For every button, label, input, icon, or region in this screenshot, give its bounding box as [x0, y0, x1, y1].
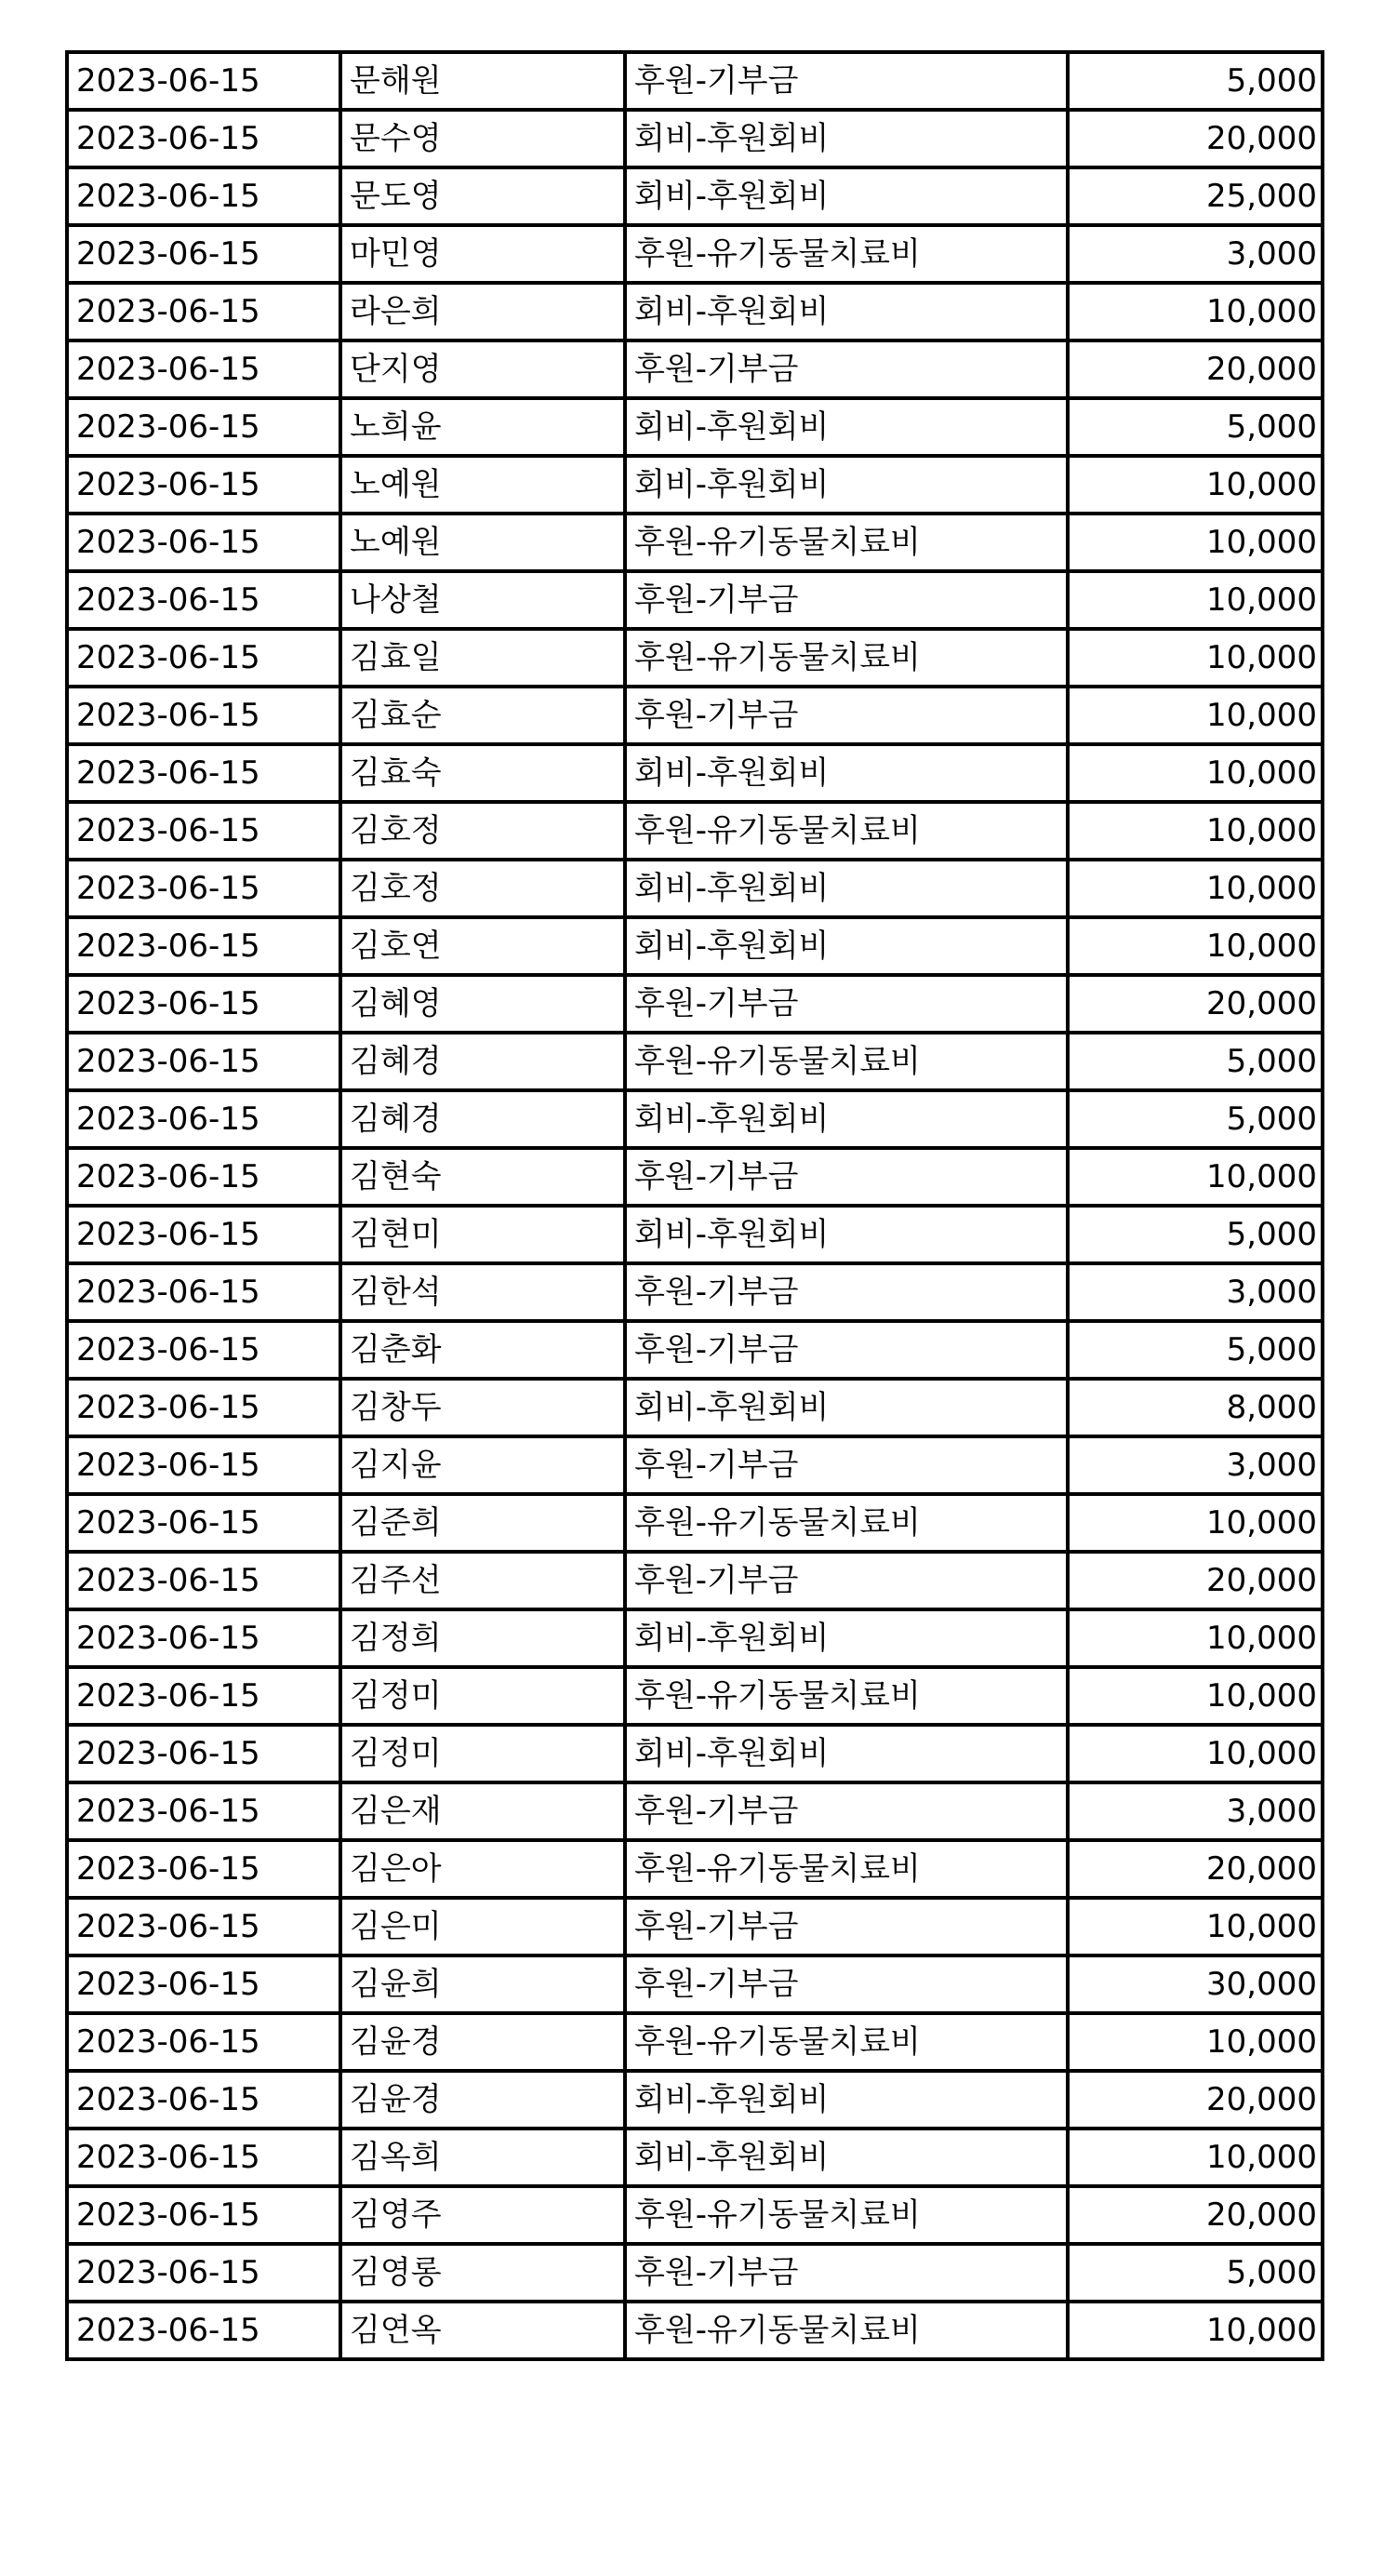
date-cell: 2023-06-15 [67, 2302, 340, 2359]
date-cell: 2023-06-15 [67, 225, 340, 283]
category-cell: 회비-후원회비 [625, 283, 1068, 340]
category-cell: 회비-후원회비 [625, 2071, 1068, 2129]
donor-name-cell: 김윤경 [340, 2013, 625, 2071]
date-cell: 2023-06-15 [67, 975, 340, 1033]
date-cell: 2023-06-15 [67, 917, 340, 975]
category-cell: 후원-유기동물치료비 [625, 1033, 1068, 1090]
donor-name-cell: 김창두 [340, 1379, 625, 1436]
date-cell: 2023-06-15 [67, 1436, 340, 1494]
table-row [67, 52, 1323, 110]
table-row [67, 514, 1323, 571]
date-cell: 2023-06-15 [67, 1667, 340, 1725]
amount-cell: 10,000 [1068, 687, 1323, 744]
amount-cell: 10,000 [1068, 802, 1323, 860]
donor-name-cell: 김현미 [340, 1206, 625, 1263]
category-cell: 후원-유기동물치료비 [625, 802, 1068, 860]
date-cell: 2023-06-15 [67, 2186, 340, 2244]
table-row [67, 2302, 1323, 2359]
date-cell: 2023-06-15 [67, 52, 340, 110]
date-cell: 2023-06-15 [67, 1552, 340, 1609]
table-row [67, 110, 1323, 167]
date-cell: 2023-06-15 [67, 1379, 340, 1436]
donor-name-cell: 김정미 [340, 1667, 625, 1725]
table-row [67, 571, 1323, 629]
donor-name-cell: 김혜경 [340, 1090, 625, 1148]
donor-name-cell: 김영롱 [340, 2244, 625, 2302]
amount-cell: 5,000 [1068, 1033, 1323, 1090]
donor-name-cell: 김윤경 [340, 2071, 625, 2129]
category-cell: 후원-유기동물치료비 [625, 2186, 1068, 2244]
category-cell: 후원-기부금 [625, 52, 1068, 110]
amount-cell: 20,000 [1068, 110, 1323, 167]
donor-name-cell: 김혜경 [340, 1033, 625, 1090]
table-row [67, 1725, 1323, 1782]
category-cell: 회비-후원회비 [625, 456, 1068, 514]
category-cell: 회비-후원회비 [625, 860, 1068, 917]
amount-cell: 10,000 [1068, 283, 1323, 340]
category-cell: 후원-기부금 [625, 571, 1068, 629]
table-row [67, 860, 1323, 917]
date-cell: 2023-06-15 [67, 1840, 340, 1898]
donor-name-cell: 김정미 [340, 1725, 625, 1782]
table-row [67, 398, 1323, 456]
amount-cell: 3,000 [1068, 1263, 1323, 1321]
amount-cell: 10,000 [1068, 629, 1323, 687]
date-cell: 2023-06-15 [67, 110, 340, 167]
donor-name-cell: 나상철 [340, 571, 625, 629]
category-cell: 후원-기부금 [625, 1552, 1068, 1609]
donor-name-cell: 라은희 [340, 283, 625, 340]
amount-cell: 5,000 [1068, 1321, 1323, 1379]
amount-cell: 10,000 [1068, 1148, 1323, 1206]
donor-name-cell: 김준희 [340, 1494, 625, 1552]
amount-cell: 10,000 [1068, 860, 1323, 917]
date-cell: 2023-06-15 [67, 1898, 340, 1955]
date-cell: 2023-06-15 [67, 860, 340, 917]
table-row [67, 1263, 1323, 1321]
donor-name-cell: 김주선 [340, 1552, 625, 1609]
table-row [67, 2013, 1323, 2071]
table-row [67, 1148, 1323, 1206]
category-cell: 회비-후원회비 [625, 110, 1068, 167]
amount-cell: 5,000 [1068, 1206, 1323, 1263]
amount-cell: 20,000 [1068, 2071, 1323, 2129]
table-row [67, 975, 1323, 1033]
category-cell: 후원-유기동물치료비 [625, 629, 1068, 687]
amount-cell: 20,000 [1068, 1552, 1323, 1609]
table-row [67, 1206, 1323, 1263]
donor-name-cell: 김현숙 [340, 1148, 625, 1206]
donor-name-cell: 단지영 [340, 340, 625, 398]
donor-name-cell: 김효순 [340, 687, 625, 744]
amount-cell: 20,000 [1068, 975, 1323, 1033]
amount-cell: 20,000 [1068, 340, 1323, 398]
amount-cell: 5,000 [1068, 1090, 1323, 1148]
category-cell: 회비-후원회비 [625, 1379, 1068, 1436]
amount-cell: 30,000 [1068, 1955, 1323, 2013]
date-cell: 2023-06-15 [67, 1033, 340, 1090]
amount-cell: 20,000 [1068, 1840, 1323, 1898]
table-row [67, 1033, 1323, 1090]
amount-cell: 10,000 [1068, 2129, 1323, 2186]
category-cell: 후원-기부금 [625, 2244, 1068, 2302]
donor-name-cell: 김윤희 [340, 1955, 625, 2013]
category-cell: 후원-유기동물치료비 [625, 1494, 1068, 1552]
amount-cell: 5,000 [1068, 2244, 1323, 2302]
amount-cell: 25,000 [1068, 167, 1323, 225]
table-row [67, 2244, 1323, 2302]
table-row [67, 1552, 1323, 1609]
donor-name-cell: 노예원 [340, 456, 625, 514]
donor-name-cell: 김지윤 [340, 1436, 625, 1494]
date-cell: 2023-06-15 [67, 1090, 340, 1148]
donation-ledger-table [65, 50, 1324, 2361]
table-row [67, 1782, 1323, 1840]
date-cell: 2023-06-15 [67, 1148, 340, 1206]
date-cell: 2023-06-15 [67, 1321, 340, 1379]
category-cell: 후원-유기동물치료비 [625, 1667, 1068, 1725]
table-row [67, 744, 1323, 802]
date-cell: 2023-06-15 [67, 2013, 340, 2071]
category-cell: 후원-기부금 [625, 1263, 1068, 1321]
table-row [67, 2186, 1323, 2244]
category-cell: 후원-기부금 [625, 1321, 1068, 1379]
table-row [67, 1090, 1323, 1148]
table-row [67, 167, 1323, 225]
category-cell: 후원-기부금 [625, 1148, 1068, 1206]
donor-name-cell: 김연옥 [340, 2302, 625, 2359]
amount-cell: 10,000 [1068, 1609, 1323, 1667]
category-cell: 회비-후원회비 [625, 2129, 1068, 2186]
donor-name-cell: 김은재 [340, 1782, 625, 1840]
amount-cell: 10,000 [1068, 2302, 1323, 2359]
category-cell: 후원-유기동물치료비 [625, 2013, 1068, 2071]
date-cell: 2023-06-15 [67, 687, 340, 744]
date-cell: 2023-06-15 [67, 1782, 340, 1840]
table-row [67, 1955, 1323, 2013]
donor-name-cell: 노희윤 [340, 398, 625, 456]
table-row [67, 2071, 1323, 2129]
donor-name-cell: 김호정 [340, 860, 625, 917]
date-cell: 2023-06-15 [67, 1206, 340, 1263]
amount-cell: 10,000 [1068, 1667, 1323, 1725]
table-row [67, 225, 1323, 283]
date-cell: 2023-06-15 [67, 1494, 340, 1552]
donor-name-cell: 김효숙 [340, 744, 625, 802]
donor-name-cell: 김춘화 [340, 1321, 625, 1379]
category-cell: 후원-기부금 [625, 1782, 1068, 1840]
date-cell: 2023-06-15 [67, 2071, 340, 2129]
table-row [67, 1436, 1323, 1494]
date-cell: 2023-06-15 [67, 629, 340, 687]
donor-name-cell: 김영주 [340, 2186, 625, 2244]
table-row [67, 1667, 1323, 1725]
amount-cell: 10,000 [1068, 571, 1323, 629]
donor-name-cell: 김옥희 [340, 2129, 625, 2186]
category-cell: 후원-유기동물치료비 [625, 225, 1068, 283]
donor-name-cell: 문수영 [340, 110, 625, 167]
donor-name-cell: 김은미 [340, 1898, 625, 1955]
table-row [67, 1840, 1323, 1898]
category-cell: 후원-유기동물치료비 [625, 1840, 1068, 1898]
donor-name-cell: 문해원 [340, 52, 625, 110]
table-row [67, 1609, 1323, 1667]
category-cell: 회비-후원회비 [625, 398, 1068, 456]
amount-cell: 3,000 [1068, 225, 1323, 283]
ledger-body [67, 52, 1323, 2359]
date-cell: 2023-06-15 [67, 514, 340, 571]
table-row [67, 917, 1323, 975]
date-cell: 2023-06-15 [67, 1725, 340, 1782]
category-cell: 회비-후원회비 [625, 917, 1068, 975]
date-cell: 2023-06-15 [67, 571, 340, 629]
table-row [67, 1379, 1323, 1436]
donor-name-cell: 김한석 [340, 1263, 625, 1321]
amount-cell: 10,000 [1068, 456, 1323, 514]
category-cell: 후원-기부금 [625, 1955, 1068, 2013]
category-cell: 후원-유기동물치료비 [625, 514, 1068, 571]
category-cell: 후원-기부금 [625, 340, 1068, 398]
table-row [67, 2129, 1323, 2186]
donor-name-cell: 마민영 [340, 225, 625, 283]
donor-name-cell: 문도영 [340, 167, 625, 225]
category-cell: 회비-후원회비 [625, 1206, 1068, 1263]
table-row [67, 456, 1323, 514]
amount-cell: 8,000 [1068, 1379, 1323, 1436]
donor-name-cell: 김은아 [340, 1840, 625, 1898]
table-row [67, 283, 1323, 340]
category-cell: 회비-후원회비 [625, 1609, 1068, 1667]
category-cell: 회비-후원회비 [625, 1725, 1068, 1782]
date-cell: 2023-06-15 [67, 340, 340, 398]
donor-name-cell: 김호연 [340, 917, 625, 975]
amount-cell: 5,000 [1068, 52, 1323, 110]
amount-cell: 10,000 [1068, 744, 1323, 802]
category-cell: 회비-후원회비 [625, 167, 1068, 225]
category-cell: 후원-유기동물치료비 [625, 2302, 1068, 2359]
date-cell: 2023-06-15 [67, 2129, 340, 2186]
date-cell: 2023-06-15 [67, 1955, 340, 2013]
amount-cell: 3,000 [1068, 1782, 1323, 1840]
donor-name-cell: 김혜영 [340, 975, 625, 1033]
date-cell: 2023-06-15 [67, 744, 340, 802]
amount-cell: 10,000 [1068, 1725, 1323, 1782]
donor-name-cell: 김효일 [340, 629, 625, 687]
table-row [67, 1898, 1323, 1955]
donor-name-cell: 김정희 [340, 1609, 625, 1667]
donor-name-cell: 노예원 [340, 514, 625, 571]
amount-cell: 10,000 [1068, 1898, 1323, 1955]
table-row [67, 802, 1323, 860]
amount-cell: 10,000 [1068, 917, 1323, 975]
amount-cell: 10,000 [1068, 514, 1323, 571]
donor-name-cell: 김호정 [340, 802, 625, 860]
date-cell: 2023-06-15 [67, 398, 340, 456]
date-cell: 2023-06-15 [67, 802, 340, 860]
amount-cell: 5,000 [1068, 398, 1323, 456]
category-cell: 후원-기부금 [625, 975, 1068, 1033]
table-row [67, 687, 1323, 744]
category-cell: 회비-후원회비 [625, 744, 1068, 802]
category-cell: 후원-기부금 [625, 1436, 1068, 1494]
table-row [67, 629, 1323, 687]
category-cell: 후원-기부금 [625, 1898, 1068, 1955]
date-cell: 2023-06-15 [67, 456, 340, 514]
amount-cell: 10,000 [1068, 2013, 1323, 2071]
date-cell: 2023-06-15 [67, 2244, 340, 2302]
amount-cell: 20,000 [1068, 2186, 1323, 2244]
date-cell: 2023-06-15 [67, 1263, 340, 1321]
date-cell: 2023-06-15 [67, 167, 340, 225]
table-row [67, 1321, 1323, 1379]
date-cell: 2023-06-15 [67, 1609, 340, 1667]
table-row [67, 1494, 1323, 1552]
table-row [67, 340, 1323, 398]
amount-cell: 3,000 [1068, 1436, 1323, 1494]
date-cell: 2023-06-15 [67, 283, 340, 340]
amount-cell: 10,000 [1068, 1494, 1323, 1552]
category-cell: 회비-후원회비 [625, 1090, 1068, 1148]
category-cell: 후원-기부금 [625, 687, 1068, 744]
